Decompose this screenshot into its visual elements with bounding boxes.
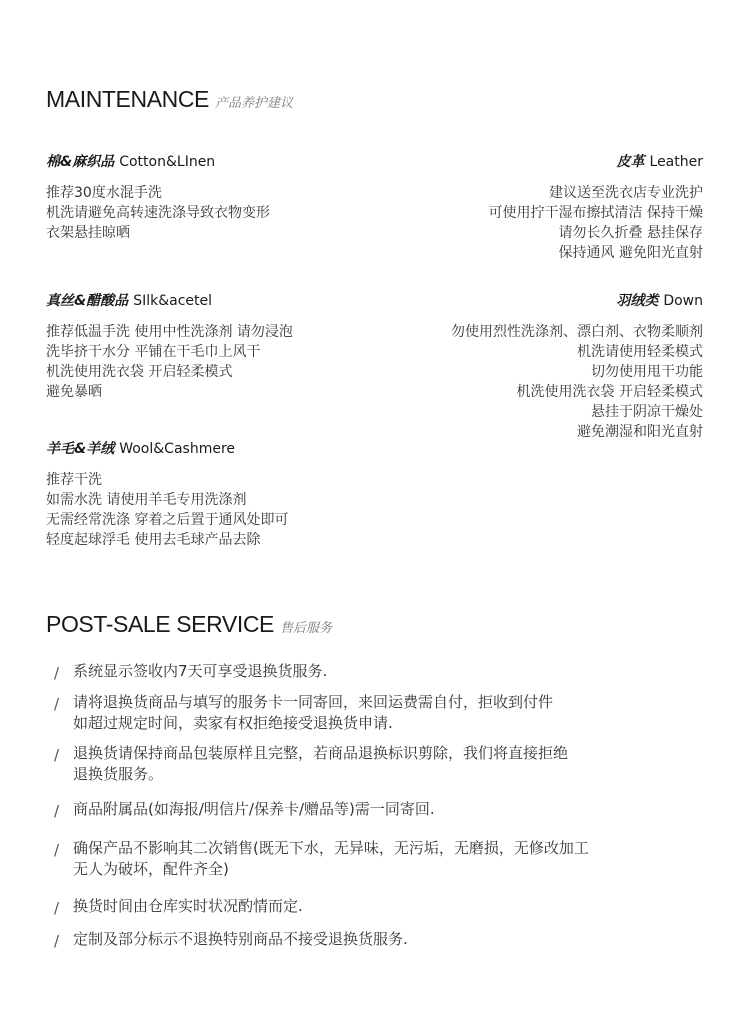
care-instruction-line: 保持通风 避免阳光直射: [558, 245, 703, 261]
care-instruction-line: 避免暴晒: [46, 384, 102, 400]
care-instruction-line: 衣架悬挂晾晒: [46, 225, 130, 241]
block-heading-cn: 真丝&醋酸品: [46, 293, 129, 309]
block-heading: [46, 151, 270, 171]
care-instruction-line: 可使用拧干湿布擦拭清洁 保持干燥: [488, 205, 703, 221]
care-instruction-line: 洗毕挤干水分 平铺在干毛巾上风干: [46, 344, 261, 360]
care-instruction-line: 如需水洗 请使用羊毛专用洗涤剂: [46, 492, 247, 508]
care-instruction-line: 推荐干洗: [46, 472, 102, 488]
block-heading-cn: 羽绒类: [616, 293, 659, 309]
post-sale-title: [46, 611, 332, 638]
care-block-silk-acetate: [46, 290, 293, 402]
service-list-item: [52, 743, 712, 785]
care-block-leather: [489, 151, 703, 263]
service-item-line: 系统显示签收内7天可享受退换货服务.: [73, 662, 328, 680]
service-list-item: [52, 692, 712, 734]
care-instruction-line: 悬挂于阴凉干燥处: [591, 404, 703, 420]
slash-bullet-icon: /: [54, 899, 60, 917]
post-sale-title-cn: 售后服务: [279, 621, 332, 636]
care-block-cotton-linen: [46, 151, 270, 243]
care-instruction-line: 避免潮湿和阳光直射: [577, 424, 703, 440]
care-instruction-line: 切勿使用甩干功能: [591, 364, 703, 380]
block-heading-cn: 皮革: [616, 154, 645, 170]
care-block-wool-cashmere: [46, 438, 288, 550]
service-item-line: 换货时间由仓库实时状况酌情而定.: [73, 897, 303, 915]
care-instruction-line: 机洗使用洗衣袋 开启轻柔模式: [516, 384, 703, 400]
block-heading: [451, 290, 703, 310]
service-item-line: 定制及部分标示不退换特别商品不接受退换货服务.: [73, 930, 408, 948]
service-item-line: 如超过规定时间，卖家有权拒绝接受退换货申请.: [73, 714, 393, 732]
service-item-line: 请将退换货商品与填写的服务卡一同寄回，来回运费需自付，拒收到付件: [73, 693, 554, 711]
care-instruction-line: 推荐低温手洗 使用中性洗涤剂 请勿浸泡: [46, 324, 293, 340]
block-heading-en: Cotton&LInen: [119, 154, 216, 170]
slash-bullet-icon: /: [54, 802, 60, 820]
block-heading-en: Wool&Cashmere: [119, 441, 236, 457]
care-instruction-line: 轻度起球浮毛 使用去毛球产品去除: [46, 532, 261, 548]
maintenance-title-en: MAINTENANCE: [46, 86, 210, 112]
service-list-item: [52, 929, 712, 950]
block-heading-en: Leather: [649, 154, 703, 170]
care-instruction-line: 机洗请使用轻柔模式: [577, 344, 703, 360]
slash-bullet-icon: /: [54, 932, 60, 950]
care-instruction-line: 推荐30度水混手洗: [46, 185, 162, 201]
slash-bullet-icon: /: [54, 841, 60, 859]
service-list-item: [52, 799, 712, 820]
service-item-line: 确保产品不影响其二次销售(既无下水，无异味，无污垢，无磨损，无修改加工: [73, 839, 589, 857]
service-list-item: [52, 838, 712, 880]
maintenance-title-cn: 产品养护建议: [215, 96, 294, 111]
slash-bullet-icon: /: [54, 664, 60, 682]
block-heading: [489, 151, 703, 171]
service-list-item: [52, 661, 712, 682]
care-instruction-line: 勿使用烈性洗涤剂、漂白剂、衣物柔顺剂: [451, 324, 703, 340]
slash-bullet-icon: /: [54, 746, 60, 764]
block-heading-cn: 棉&麻织品: [46, 154, 115, 170]
block-heading-cn: 羊毛&羊绒: [46, 441, 115, 457]
post-sale-title-en: POST-SALE SERVICE: [46, 611, 274, 637]
block-heading-en: Down: [663, 293, 703, 309]
service-item-line: 退换货服务。: [73, 765, 164, 783]
care-instruction-line: 机洗请避免高转速洗涤导致衣物变形: [46, 205, 270, 221]
block-heading-en: SIlk&acetel: [133, 293, 213, 309]
service-item-line: 无人为破坏，配件齐全): [73, 860, 229, 878]
care-block-down: [451, 290, 703, 442]
service-list-item: [52, 896, 712, 917]
slash-bullet-icon: /: [54, 695, 60, 713]
care-instruction-line: 请勿长久折叠 悬挂保存: [558, 225, 703, 241]
maintenance-title: [46, 86, 293, 113]
care-instruction-line: 建议送至洗衣店专业洗护: [549, 185, 703, 201]
service-item-line: 退换货请保持商品包装原样且完整，若商品退换标识剪除，我们将直接拒绝: [73, 744, 569, 762]
care-instruction-line: 无需经常洗涤 穿着之后置于通风处即可: [46, 512, 289, 528]
service-item-line: 商品附属品(如海报/明信片/保养卡/赠品等)需一同寄回.: [73, 800, 435, 818]
block-heading: [46, 438, 288, 458]
post-sale-list: [52, 661, 712, 950]
block-heading: [46, 290, 293, 310]
care-instruction-line: 机洗使用洗衣袋 开启轻柔模式: [46, 364, 233, 380]
